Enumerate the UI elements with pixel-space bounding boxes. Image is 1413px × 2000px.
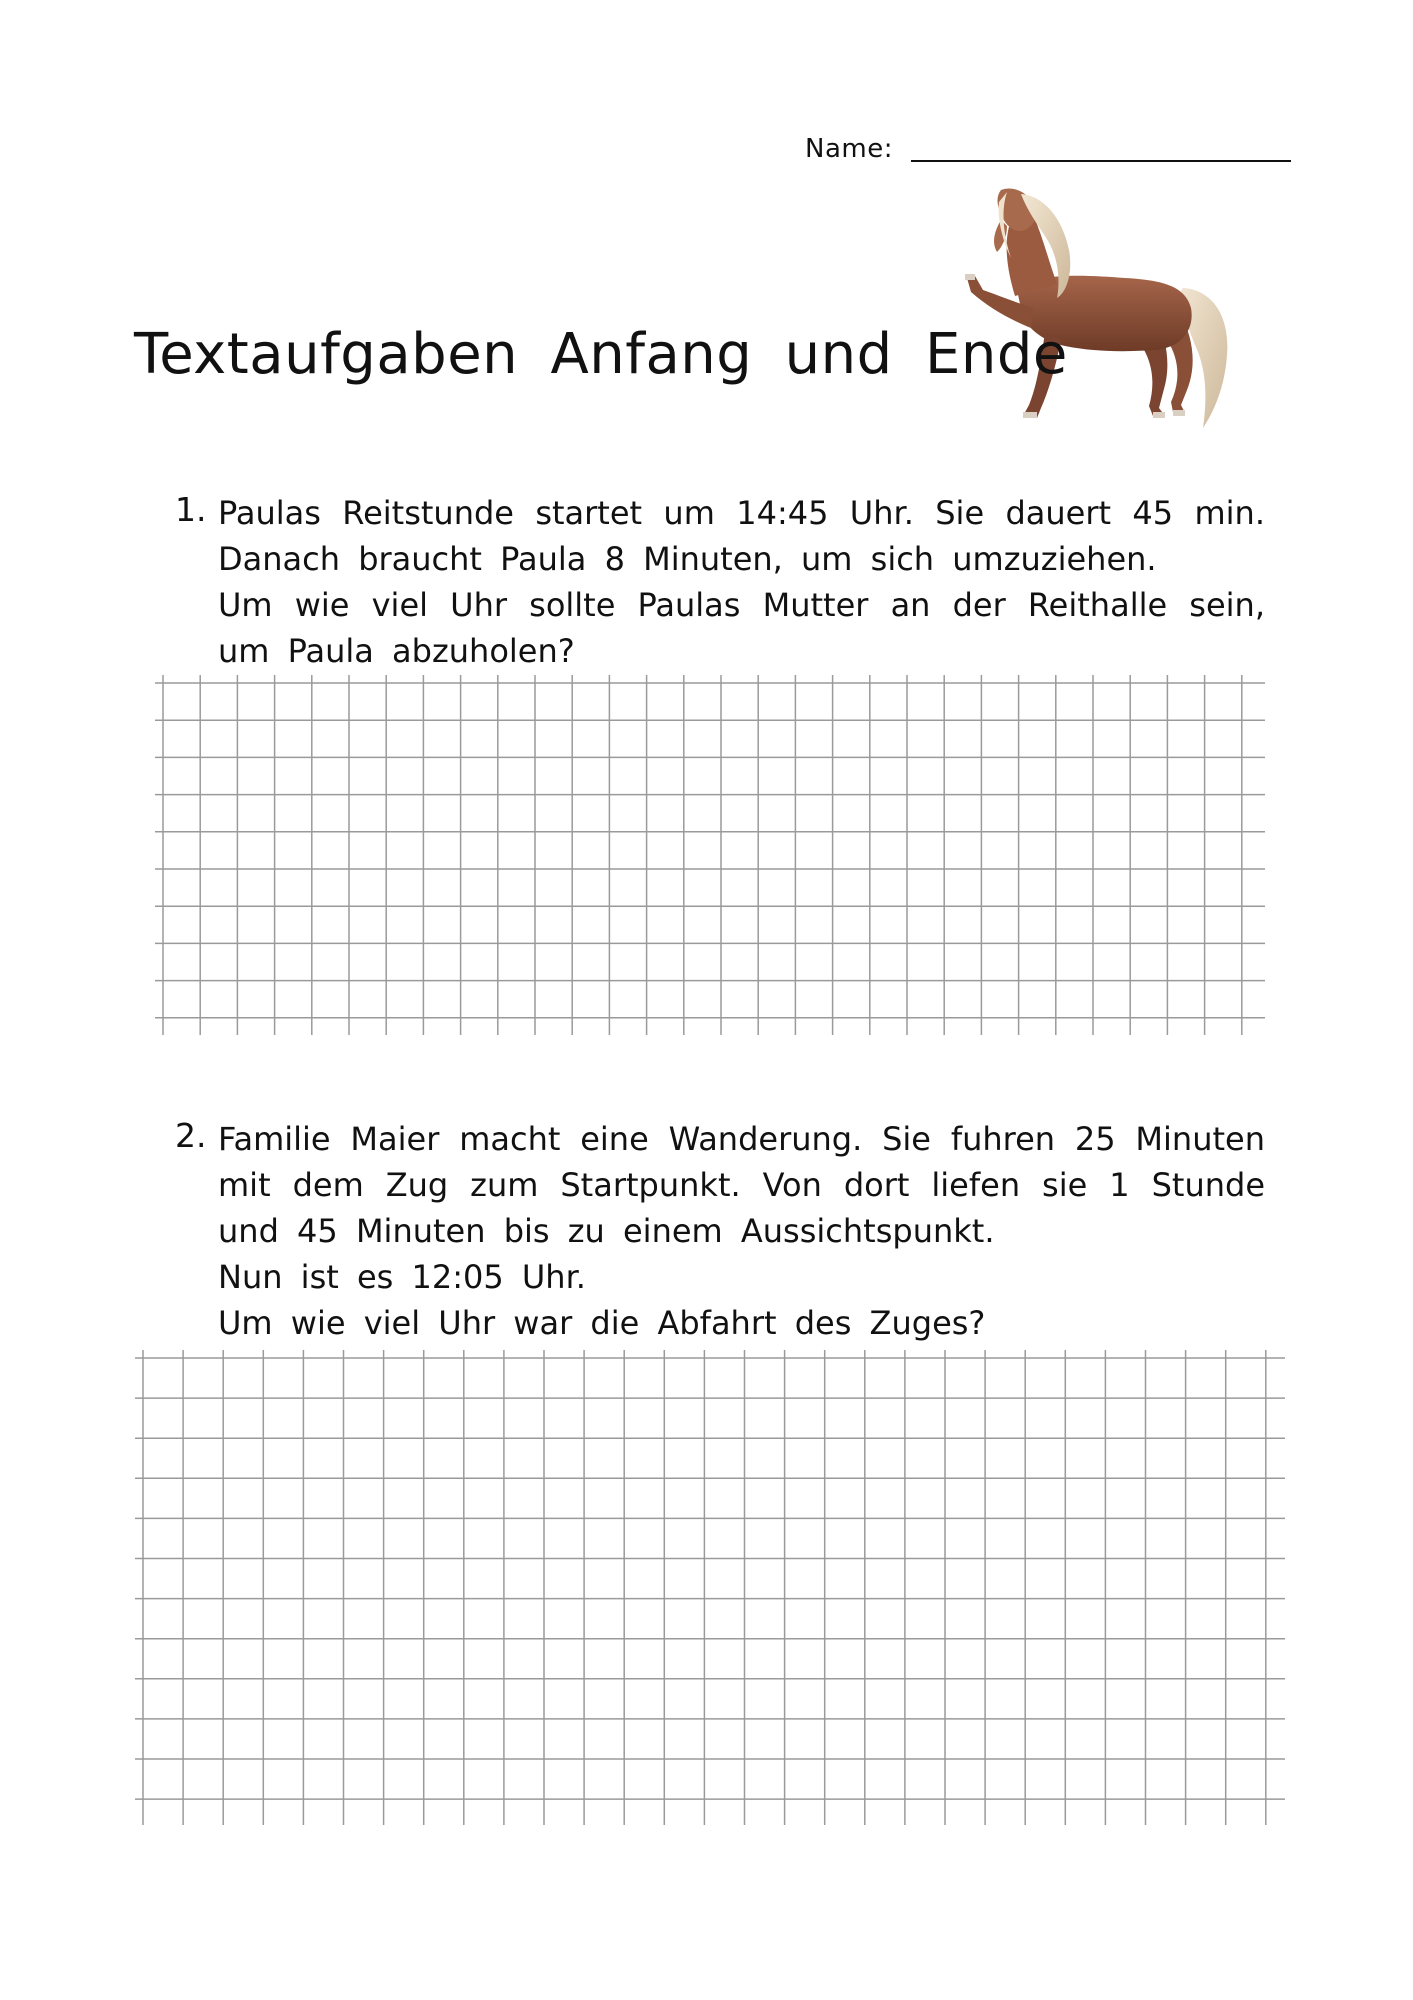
name-write-line[interactable]: [911, 160, 1291, 162]
task-text-line: und 45 Minuten bis zu einem Aussichtspunkt.: [218, 1212, 995, 1250]
name-label: Name:: [805, 134, 893, 164]
task-number: 1.: [175, 490, 207, 529]
task-text-line: mit dem Zug zum Startpunkt. Von dort liefen sie 1 Stunde: [218, 1166, 1265, 1204]
task-number: 2.: [175, 1116, 207, 1155]
task-text-line: um Paula abzuholen?: [218, 632, 575, 670]
task-text-line: Um wie viel Uhr war die Abfahrt des Zuges?: [218, 1304, 986, 1342]
task-text-line: Familie Maier macht eine Wanderung. Sie fuhren 25 Minuten: [218, 1120, 1265, 1158]
task-1: [175, 490, 1265, 674]
task-text-line: Um wie viel Uhr sollte Paulas Mutter an der Reithalle sein,: [218, 586, 1265, 624]
task-text-line: Paulas Reitstunde startet um 14:45 Uhr. Sie dauert 45 min.: [218, 494, 1265, 532]
answer-grid-1[interactable]: [155, 675, 1265, 1035]
answer-grid-2[interactable]: [135, 1350, 1285, 1825]
name-field: [805, 134, 1291, 164]
task-text-line: Danach braucht Paula 8 Minuten, um sich umzuziehen.: [218, 540, 1157, 578]
page-title: Textaufgaben Anfang und Ende: [134, 322, 1068, 387]
horse-illustration: [945, 180, 1245, 435]
task-text-line: Nun ist es 12:05 Uhr.: [218, 1258, 586, 1296]
task-2: [175, 1116, 1265, 1346]
